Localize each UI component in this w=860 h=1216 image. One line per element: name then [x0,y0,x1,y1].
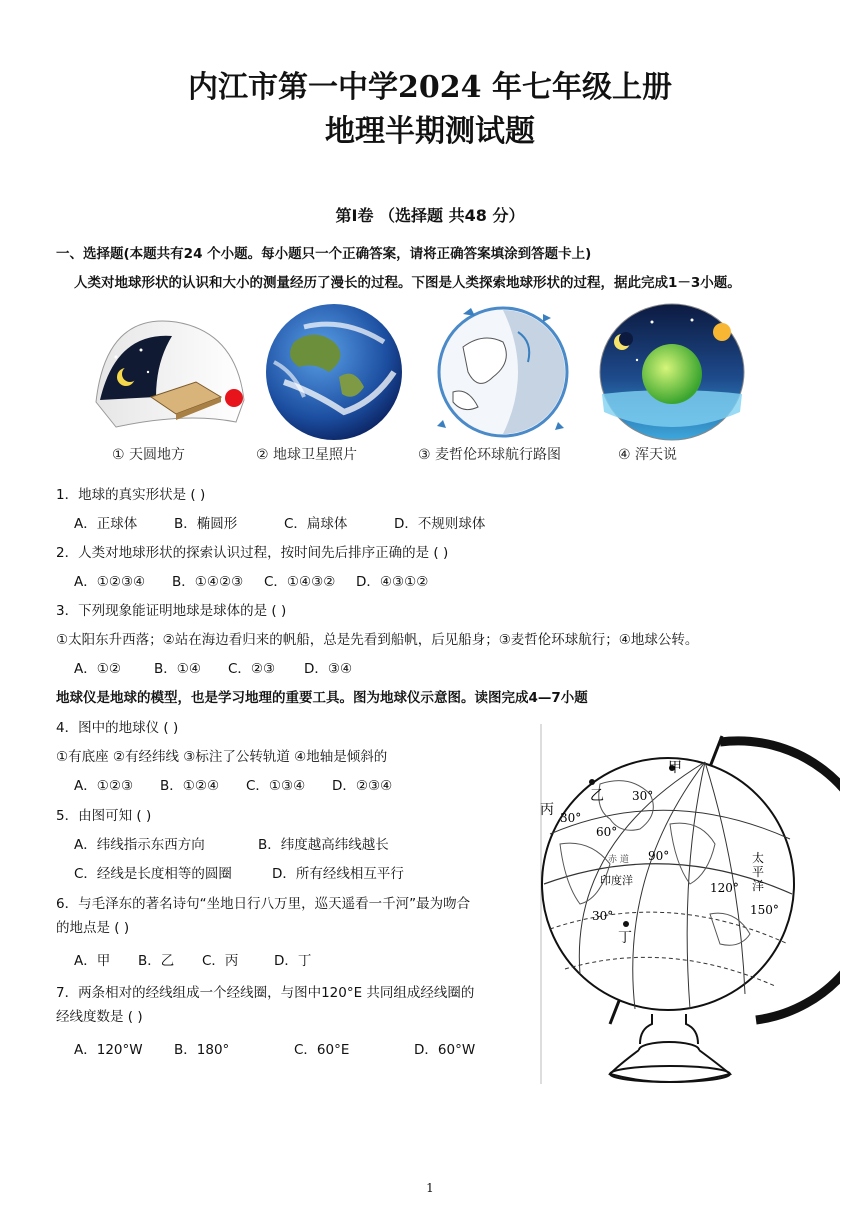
q4-note: ①有底座 ②有经纬线 ③标注了公转轨道 ④地轴是倾斜的 [56,749,388,765]
q1-options [74,512,485,532]
magellan-route-map-icon [423,302,583,442]
instruction: 一、选择题(本题共有24 个小题。每小题只一个正确答案，请将正确答案填涂到答题卡上) [56,246,592,262]
caption-1: ① 天圆地方 [112,447,186,463]
q3-option-a[interactable]: A．①② [74,661,121,677]
q5-options-row2 [74,862,404,882]
q2-option-b[interactable]: B．①④②③ [172,574,244,590]
q2-options [74,570,428,590]
intro-2: 地球仪是地球的模型，也是学习地理的重要工具。图为地球仪示意图。读图完成4—7小题 [56,690,588,706]
label-pacific-3: 洋 [752,879,765,893]
q5-option-d[interactable]: D．所有经线相互平行 [272,866,404,882]
globe-diagram [540,724,840,1086]
q3-option-b[interactable]: B．①④ [154,661,201,677]
q5-stem: 5．由图可知 ( ) [56,808,152,824]
q5-options-row1 [74,833,389,853]
label-30-n: 30° [632,789,654,803]
label-60: 60° [596,825,618,839]
q4-stem: 4．图中的地球仪 ( ) [56,720,179,736]
q3-stem: 3．下列现象能证明地球是球体的是 ( ) [56,603,287,619]
q1-option-b[interactable]: B．椭圆形 [174,516,238,532]
q3-option-c[interactable]: C．②③ [228,661,276,677]
label-jia: 甲 [668,760,682,776]
q3-options [74,657,352,677]
label-pacific-2: 平 [752,865,765,879]
q5-option-a[interactable]: A．纬线指示东西方向 [74,837,205,853]
title-line-2: 地理半期测试题 [325,114,535,149]
q7-option-c[interactable]: C．60°E [294,1042,350,1058]
huntian-theory-icon [592,302,752,442]
q6-option-a[interactable]: A．甲 [74,953,111,969]
label-ding: 丁 [618,930,632,946]
q1-option-d[interactable]: D．不规则球体 [394,516,486,532]
q1-option-a[interactable]: A．正球体 [74,516,138,532]
q7-stem-2: 经线度数是 ( ) [56,1009,143,1025]
q1-stem: 1．地球的真实形状是 ( ) [56,487,206,503]
label-bing: 丙 [540,802,554,818]
caption-3: ③ 麦哲伦环球航行路图 [418,447,562,463]
q3-option-d[interactable]: D．③④ [304,661,353,677]
q6-options [74,949,311,969]
label-120: 120° [710,881,739,895]
q7-option-d[interactable]: D．60°W [414,1042,476,1058]
q2-option-a[interactable]: A．①②③④ [74,574,146,590]
q2-stem: 2．人类对地球形状的探索认识过程，按时间先后排序正确的是 ( ) [56,545,449,561]
q2-option-c[interactable]: C．①④③② [264,574,336,590]
q7-option-a[interactable]: A．120°W [74,1042,143,1058]
label-30-s: 30° [592,909,614,923]
q6-stem-2: 的地点是 ( ) [56,920,130,936]
q7-stem-1: 7．两条相对的经线组成一个经线圈，与图中120°E 共同组成经线圈的 [56,985,475,1001]
q7-options [74,1038,475,1058]
label-equator: 赤 道 [608,855,629,865]
q4-option-c[interactable]: C．①③④ [246,778,306,794]
label-30-w: 30° [560,811,582,825]
title-line-1: 内江市第一中学2024 年七年级上册 [188,70,672,105]
q6-stem-1: 6．与毛泽东的著名诗句“坐地日行八万里，巡天遥看一千河”最为吻合 [56,896,471,912]
label-150: 150° [750,903,779,917]
earth-satellite-photo-icon [254,302,414,442]
caption-2: ② 地球卫星照片 [256,447,358,463]
dome-illustration-icon [86,302,246,442]
q5-option-c[interactable]: C．经线是长度相等的圆圈 [74,866,232,882]
q5-option-b[interactable]: B．纬度越高纬线越长 [258,837,389,853]
q4-options [74,774,392,794]
label-yi: 乙 [590,788,604,804]
q6-option-c[interactable]: C．丙 [202,953,239,969]
q4-option-a[interactable]: A．①②③ [74,778,134,794]
q4-option-d[interactable]: D．②③④ [332,778,393,794]
intro-1: 人类对地球形状的认识和大小的测量经历了漫长的过程。下图是人类探索地球形状的过程，据此完成1－3小题。 [74,275,741,291]
figure-row [78,302,768,474]
q1-option-c[interactable]: C．扁球体 [284,516,348,532]
q2-option-d[interactable]: D．④③①② [356,574,429,590]
q6-option-d[interactable]: D．丁 [274,953,312,969]
q6-option-b[interactable]: B．乙 [138,953,175,969]
caption-4: ④ 浑天说 [618,447,678,463]
label-pacific-1: 太 [752,851,765,865]
label-indian-ocean: 印度洋 [600,874,633,887]
q7-option-b[interactable]: B．180° [174,1042,230,1058]
page-number: 1 [426,1181,434,1195]
q4-option-b[interactable]: B．①②④ [160,778,220,794]
section-heading: 第Ⅰ卷 （选择题 共48 分） [335,206,525,225]
q3-note: ①太阳东升西落；②站在海边看归来的帆船，总是先看到船帆，后见船身；③麦哲伦环球航行；④地球公转。 [56,632,699,648]
label-90: 90° [648,849,670,863]
